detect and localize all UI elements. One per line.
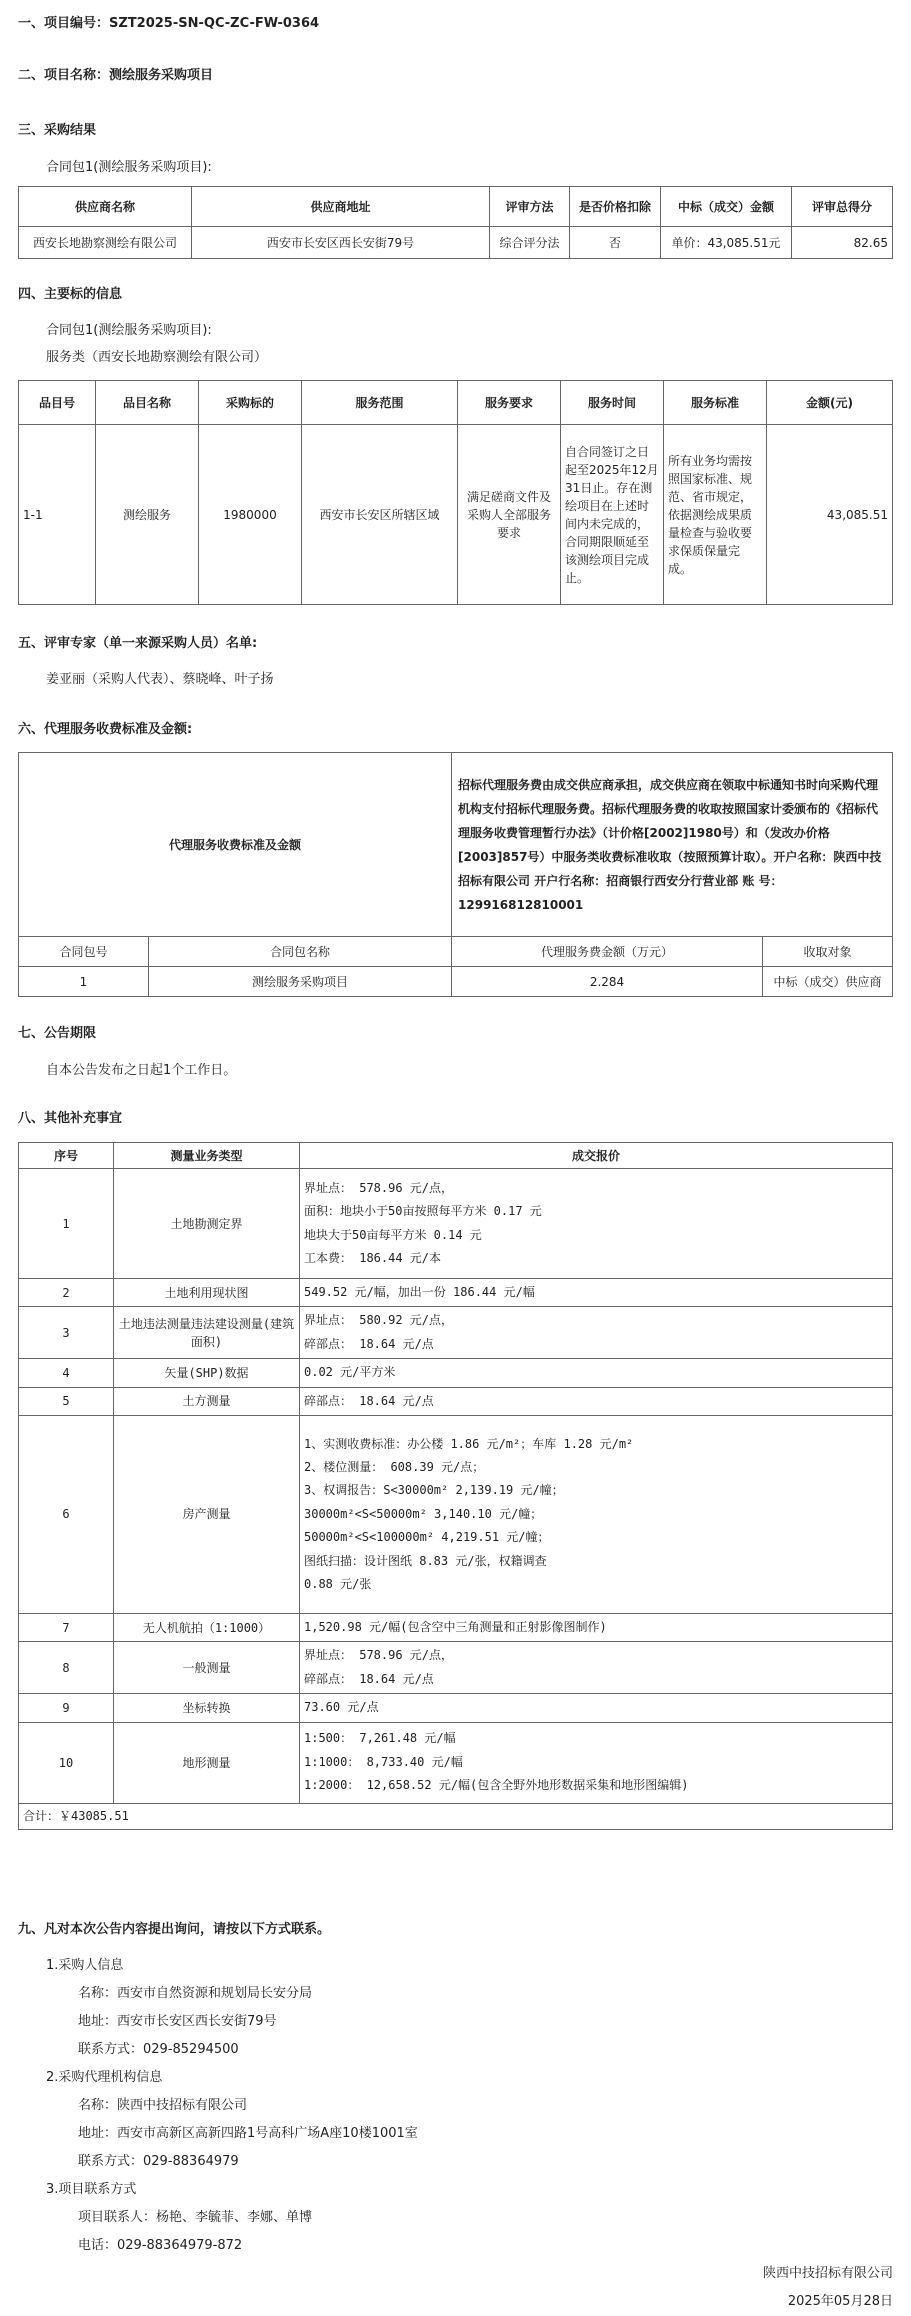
purchaser-phone: 联系方式：029-85294500: [78, 2042, 239, 2057]
price-line: 界址点： 578.96 元/点，: [304, 1648, 454, 1663]
price-cell: [300, 1359, 893, 1387]
col-header: 服务标准: [664, 381, 767, 425]
col-header: 收取对象: [763, 937, 893, 967]
table-row: [19, 1722, 893, 1803]
table-cell: 测绘服务: [96, 425, 199, 605]
table-row: [19, 1387, 893, 1415]
pricing-total: 合计：￥43085.51: [19, 1803, 893, 1829]
table-cell: 单价：43,085.51元: [661, 227, 792, 259]
section-4-type: 服务类（西安长地勘察测绘有限公司）: [46, 350, 268, 365]
table-cell: 1: [19, 967, 149, 997]
business-type: 土地违法测量违法建设测量(建筑面积): [114, 1307, 300, 1359]
price-line: 工本费： 186.44 元/本: [304, 1250, 442, 1265]
section-8-heading: 八、其他补充事宜: [18, 1111, 123, 1126]
col-header: 品目号: [19, 381, 96, 425]
section-3-package: 合同包1(测绘服务采购项目):: [46, 160, 212, 175]
col-header: 序号: [19, 1143, 114, 1169]
row-number: 10: [19, 1722, 114, 1803]
table-cell: 2.284: [452, 967, 763, 997]
row-number: 6: [19, 1415, 114, 1613]
row-number: 9: [19, 1694, 114, 1722]
table-row: [19, 1279, 893, 1307]
row-number: 4: [19, 1359, 114, 1387]
price-cell: [300, 1415, 893, 1613]
price-line: 1:500： 7,261.48 元/幅: [304, 1731, 456, 1746]
col-header: 服务范围: [302, 381, 458, 425]
price-cell: [300, 1642, 893, 1694]
business-type: 土地利用现状图: [114, 1279, 300, 1307]
col-header: 中标（成交）金额: [661, 187, 792, 227]
price-cell: [300, 1694, 893, 1722]
business-type: 地形测量: [114, 1722, 300, 1803]
col-header: 品目名称: [96, 381, 199, 425]
business-type: 矢量(SHP)数据: [114, 1359, 300, 1387]
price-cell: [300, 1279, 893, 1307]
project-name-value: 测绘服务采购项目: [109, 68, 214, 83]
table-row: [19, 1359, 893, 1387]
purchaser-title: 1.采购人信息: [46, 1958, 124, 1973]
agent-phone: 联系方式：029-88364979: [78, 2154, 239, 2169]
col-header: 服务时间: [561, 381, 664, 425]
price-line: 碎部点： 18.64 元/点: [304, 1393, 434, 1408]
price-line: 1,520.98 元/幅(包含空中三角测量和正射影像图制作): [304, 1619, 607, 1634]
col-header: 合同包号: [19, 937, 149, 967]
price-line: 碎部点： 18.64 元/点: [304, 1671, 434, 1686]
row-number: 2: [19, 1279, 114, 1307]
price-cell: [300, 1613, 893, 1641]
price-line: 界址点： 580.92 元/点，: [304, 1313, 454, 1328]
purchaser-name: 名称：西安市自然资源和规划局长安分局: [78, 1986, 313, 2001]
agent-title: 2.采购代理机构信息: [46, 2070, 163, 2085]
business-type: 房产测量: [114, 1415, 300, 1613]
col-header: 成交报价: [300, 1143, 893, 1169]
section-3-heading: 三、采购结果: [18, 123, 97, 138]
price-line: 0.88 元/张: [304, 1576, 372, 1591]
price-line: 50000m²<S<100000m² 4,219.51 元/幢；: [304, 1530, 550, 1545]
table-cell: 西安市长安区所辖区域: [302, 425, 458, 605]
table-row: [19, 1415, 893, 1613]
table-row: [19, 1613, 893, 1641]
price-line: 面积：地块小于50亩按照每平方米 0.17 元: [304, 1204, 542, 1219]
price-line: 549.52 元/幅，加出一份 186.44 元/幅: [304, 1285, 535, 1299]
agency-fee-table: [18, 752, 893, 997]
price-line: 73.60 元/点: [304, 1700, 379, 1715]
table-cell: 1980000: [199, 425, 302, 605]
section-4-heading: 四、主要标的信息: [18, 287, 123, 302]
pricing-table: [18, 1142, 893, 1830]
col-header: 供应商地址: [192, 187, 490, 227]
table-row: [19, 1307, 893, 1359]
table-cell: 1-1: [19, 425, 96, 605]
row-number: 5: [19, 1387, 114, 1415]
agent-address: 地址：西安市高新区高新四路1号高科广场A座10楼1001室: [78, 2126, 418, 2141]
col-header: 代理服务费金额（万元）: [452, 937, 763, 967]
col-header: 金额(元): [767, 381, 893, 425]
fee-label: 代理服务收费标准及金额: [19, 753, 452, 937]
table-cell: 综合评分法: [490, 227, 570, 259]
price-line: 1:1000： 8,733.40 元/幅: [304, 1754, 463, 1769]
section-2-heading: 二、项目名称：: [18, 68, 110, 83]
table-cell: 43,085.51: [767, 425, 893, 605]
section-9-heading: 九、凡对本次公告内容提出询问，请按以下方式联系。: [18, 1922, 331, 1937]
col-header: 评审方法: [490, 187, 570, 227]
signature-date: 2025年05月28日: [787, 2294, 893, 2309]
expert-names: 姜亚丽（采购人代表）、蔡晓峰、叶子扬: [46, 672, 274, 687]
table-cell: 西安市长安区西长安街79号: [192, 227, 490, 259]
table-cell: 自合同签订之日起至2025年12月31日止。存在测绘项目在上述时间内未完成的，合同期限顺延至该测绘项目完成止。: [561, 425, 664, 605]
price-cell: [300, 1722, 893, 1803]
price-cell: [300, 1387, 893, 1415]
table-cell: 82.65: [792, 227, 893, 259]
price-line: 碎部点： 18.64 元/点: [304, 1336, 434, 1351]
row-number: 8: [19, 1642, 114, 1694]
table-cell: 满足磋商文件及采购人全部服务要求: [458, 425, 561, 605]
pricing-table-body: [19, 1169, 893, 1804]
business-type: 土方测量: [114, 1387, 300, 1415]
procurement-result-table: [18, 186, 893, 259]
row-number: 3: [19, 1307, 114, 1359]
signature-org: 陕西中技招标有限公司: [762, 2266, 893, 2281]
col-header: 采购标的: [199, 381, 302, 425]
fee-description: 招标代理服务费由成交供应商承担，成交供应商在领取中标通知书时向采购代理机构支付招标代理服务费。招标代理服务费的收取按照国家计委颁布的《招标代理服务收费管理暂行办法》（计价格[2002]1980号）和（发改办价格[2003]857号）中服务类收费标准收取（按照预算计取）。开户名称：陕西中技招标有限公司 开户行名称：招商银行西安分行营业部 账 号：129916812810001: [452, 753, 893, 937]
price-line: 1:2000： 12,658.52 元/幅(包含全野外地形数据采集和地形图编辑): [304, 1778, 689, 1793]
col-header: 评审总得分: [792, 187, 893, 227]
price-line: 2、楼位测量： 608.39 元/点；: [304, 1459, 485, 1474]
price-line: 界址点： 578.96 元/点，: [304, 1180, 454, 1195]
notice-period: 自本公告发布之日起1个工作日。: [46, 1063, 237, 1078]
project-number: [18, 12, 319, 31]
project-name: [18, 64, 213, 83]
col-header: 合同包名称: [149, 937, 452, 967]
section-5-heading: 五、评审专家（单一来源采购人员）名单:: [18, 636, 258, 651]
col-header: 供应商名称: [19, 187, 192, 227]
table-cell: 所有业务均需按照国家标准、规范、省市规定，依据测绘成果质量检查与验收要求保质保量完成。: [664, 425, 767, 605]
price-line: 0.02 元/平方米: [304, 1365, 396, 1380]
price-line: 图纸扫描：设计图纸 8.83 元/张，权籍调查: [304, 1553, 547, 1568]
contact-phone: 电话：029-88364979-872: [78, 2238, 243, 2253]
section-1-heading: 一、项目编号：: [18, 16, 110, 31]
col-header: 测量业务类型: [114, 1143, 300, 1169]
row-number: 1: [19, 1169, 114, 1279]
contact-people: 项目联系人：杨艳、李毓菲、李娜、单博: [78, 2210, 313, 2225]
col-header: 是否价格扣除: [570, 187, 661, 227]
business-type: 无人机航拍（1:1000）: [114, 1613, 300, 1641]
table-cell: 中标（成交）供应商: [763, 967, 893, 997]
business-type: 坐标转换: [114, 1694, 300, 1722]
table-row: [19, 1642, 893, 1694]
subject-info-table: [18, 380, 893, 605]
business-type: 一般测量: [114, 1642, 300, 1694]
price-line: 3、权调报告：S<30000m² 2,139.19 元/幢；: [304, 1483, 564, 1498]
col-header: 服务要求: [458, 381, 561, 425]
price-line: 1、实测收费标准：办公楼 1.86 元/m²；车库 1.28 元/m²: [304, 1436, 634, 1451]
table-cell: 西安长地勘察测绘有限公司: [19, 227, 192, 259]
purchaser-address: 地址：西安市长安区西长安街79号: [78, 2014, 277, 2029]
price-line: 地块大于50亩每平方米 0.14 元: [304, 1227, 482, 1242]
price-cell: [300, 1169, 893, 1279]
section-6-heading: 六、代理服务收费标准及金额:: [18, 722, 193, 737]
agent-name: 名称：陕西中技招标有限公司: [78, 2098, 248, 2113]
table-row: [19, 1694, 893, 1722]
table-cell: 测绘服务采购项目: [149, 967, 452, 997]
contact-title: 3.项目联系方式: [46, 2182, 137, 2197]
price-line: 30000m²<S<50000m² 3,140.10 元/幢；: [304, 1506, 543, 1521]
business-type: 土地勘测定界: [114, 1169, 300, 1279]
table-cell: 否: [570, 227, 661, 259]
section-7-heading: 七、公告期限: [18, 1026, 97, 1041]
table-row: [19, 1169, 893, 1279]
section-4-package: 合同包1(测绘服务采购项目):: [46, 323, 212, 338]
price-cell: [300, 1307, 893, 1359]
project-number-value: SZT2025-SN-QC-ZC-FW-0364: [109, 16, 320, 31]
row-number: 7: [19, 1613, 114, 1641]
